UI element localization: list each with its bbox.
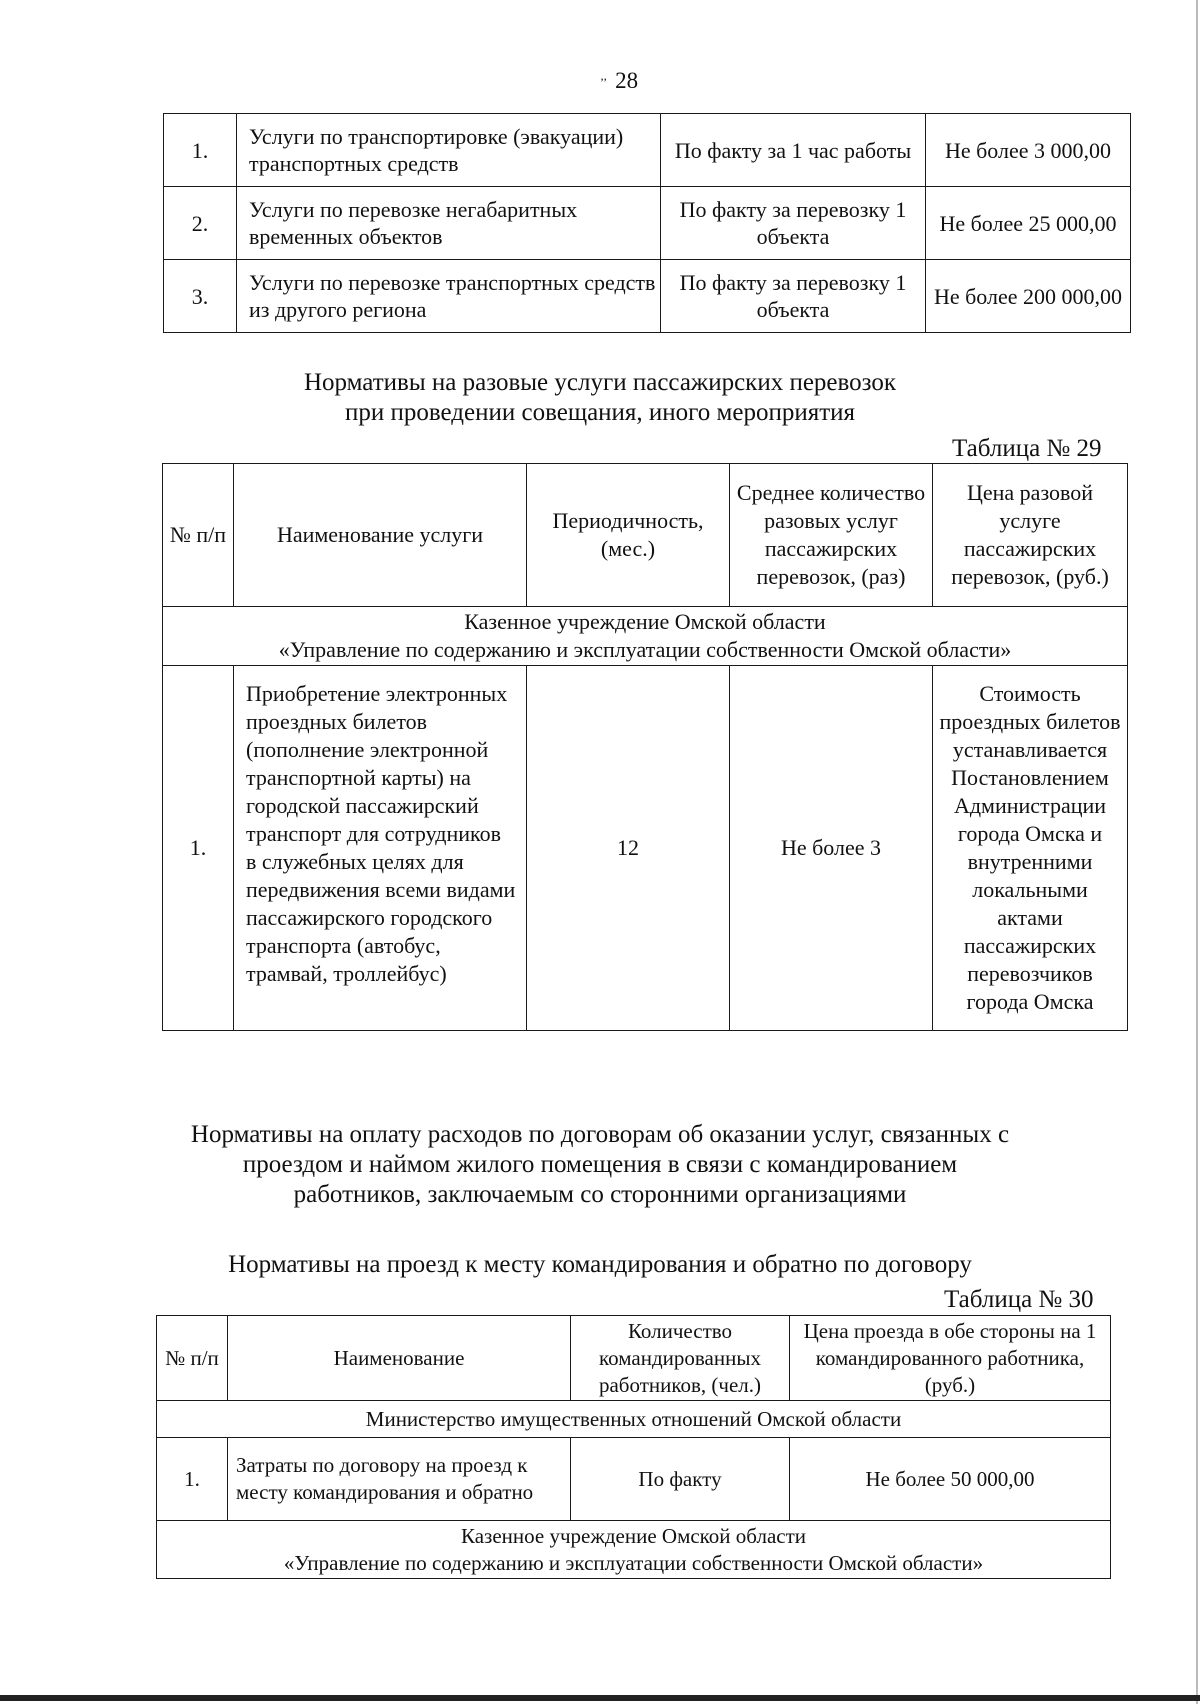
service-period: 12: [527, 666, 730, 1031]
service-price: Стоимость проездных билетов устанавливается Постановлением Администрации города Омска и внутренними локальными актами пассажирских перевозчиков города Омска: [933, 666, 1128, 1031]
header-price: Цена разовой услуге пассажирских перевозок, (руб.): [933, 464, 1128, 607]
service-name: Приобретение электронных проездных билетов (пополнение электронной транспортной карты) на городской пассажирский транспорт для сотрудников в служебных целях для передвижения всеми видами пассажирского городского транспорта (автобус, трамвай, троллейбус): [234, 666, 527, 1031]
table-row: [163, 666, 1128, 1031]
service-unit: По факту за перевозку 1 объекта: [661, 187, 926, 260]
row-number: 1.: [157, 1438, 228, 1521]
table-row: [164, 187, 1131, 260]
table-header-row: [157, 1316, 1111, 1401]
table-row: [164, 114, 1131, 187]
organization-line: Казенное учреждение Омской области: [464, 609, 826, 634]
heading-line: работников, заключаемым со сторонними организациями: [293, 1181, 907, 1208]
organization-line: «Управление по содержанию и эксплуатации собственности Омской области»: [283, 1550, 984, 1575]
organization-row: [157, 1521, 1111, 1579]
organization-name: [157, 1521, 1111, 1579]
service-description: Услуги по транспортировке (эвакуации) транспортных средств: [237, 114, 661, 187]
row-number: 1.: [164, 114, 237, 187]
table-row: [164, 260, 1131, 333]
heading-line: Нормативы на оплату расходов по договорам об оказании услуг, связанных с: [190, 1121, 1010, 1148]
table-row: [157, 1438, 1111, 1521]
heading-line: проездом и наймом жилого помещения в связи с командированием: [242, 1151, 958, 1178]
travel-section-heading: [0, 1120, 1200, 1210]
continued-table: [163, 113, 1131, 333]
employee-count: По факту: [571, 1438, 790, 1521]
table-header-row: [163, 464, 1128, 607]
table-29: [162, 463, 1128, 1031]
heading-line: Нормативы на разовые услуги пассажирских перевозок: [303, 369, 897, 396]
organization-name: [163, 607, 1128, 666]
section-30-heading: Нормативы на проезд к месту командирования и обратно по договору: [228, 1251, 972, 1278]
organization-name: Министерство имущественных отношений Омской области: [157, 1401, 1111, 1438]
header-name: Наименование услуги: [234, 464, 527, 607]
page-number-value: 28: [615, 68, 639, 93]
table-29-label: Таблица № 29: [952, 435, 1102, 462]
heading-line: при проведении совещания, иного мероприятия: [344, 399, 856, 426]
table-30: [156, 1315, 1111, 1579]
organization-row: [157, 1401, 1111, 1438]
service-average: Не более 3: [730, 666, 933, 1031]
section-29-heading: [0, 368, 1200, 428]
service-unit: По факту за 1 час работы: [661, 114, 926, 187]
service-price: Не более 200 000,00: [926, 260, 1131, 333]
header-avg: Среднее количество разовых услуг пассажирских перевозок, (раз): [730, 464, 933, 607]
header-num: № п/п: [157, 1316, 228, 1401]
service-price: Не более 25 000,00: [926, 187, 1131, 260]
page-mark: ’’: [600, 75, 608, 90]
expense-name: Затраты по договору на проезд к месту командирования и обратно: [228, 1438, 571, 1521]
organization-line: Казенное учреждение Омской области: [460, 1523, 806, 1548]
organization-row: [163, 607, 1128, 666]
page-number: [600, 68, 638, 94]
header-num: № п/п: [163, 464, 234, 607]
service-description: Услуги по перевозке транспортных средств из другого региона: [237, 260, 661, 333]
header-period: Периодичность, (мес.): [527, 464, 730, 607]
row-number: 2.: [164, 187, 237, 260]
travel-price: Не более 50 000,00: [790, 1438, 1111, 1521]
header-count: Количество командированных работников, (чел.): [571, 1316, 790, 1401]
table-30-label: Таблица № 30: [944, 1286, 1094, 1313]
service-unit: По факту за перевозку 1 объекта: [661, 260, 926, 333]
header-price: Цена проезда в обе стороны на 1 командированного работника, (руб.): [790, 1316, 1111, 1401]
row-number: 3.: [164, 260, 237, 333]
organization-line: «Управление по содержанию и эксплуатации собственности Омской области»: [278, 637, 1012, 662]
scan-border: [0, 1695, 1200, 1701]
service-description: Услуги по перевозке негабаритных временных объектов: [237, 187, 661, 260]
header-name: Наименование: [228, 1316, 571, 1401]
page-edge: [1196, 0, 1198, 1704]
row-number: 1.: [163, 666, 234, 1031]
service-price: Не более 3 000,00: [926, 114, 1131, 187]
